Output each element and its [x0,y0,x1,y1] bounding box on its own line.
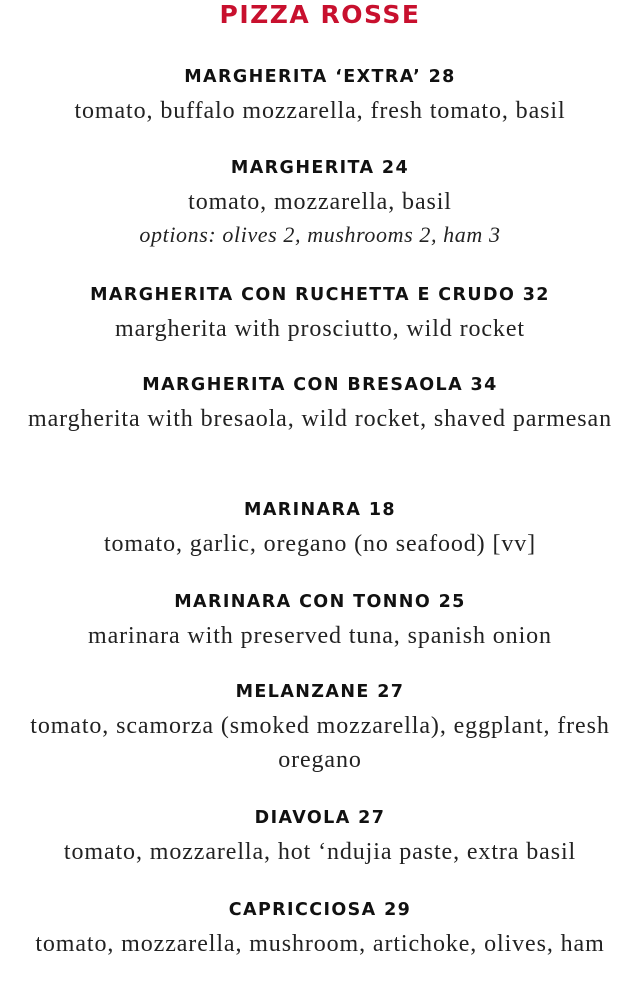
menu-item-name: MARGHERITA CON BRESAOLA 34 [142,375,498,395]
menu-item-margherita-extra [0,65,640,128]
menu-item-description: margherita with prosciutto, wild rocket [115,316,525,342]
menu-item-description: tomato, mozzarella, mushroom, artichoke, olives, ham [35,931,605,957]
menu-item-description: margherita with bresaola, wild rocket, shaved parmesan [28,406,612,432]
menu-item-description: tomato, scamorza (smoked mozzarella), eggplant, fresh oregano [30,713,610,773]
menu-item-name: DIAVOLA 27 [254,808,386,828]
menu-item-melanzane [0,680,640,777]
menu-item-marinara-tonno [0,590,640,653]
menu-item-margherita-bresaola [0,373,640,436]
menu-item-marinara [0,498,640,561]
menu-item-description: tomato, mozzarella, hot ‘ndujia paste, extra basil [63,839,577,865]
menu-item-name: MARGHERITA 24 [230,158,410,178]
menu-item-name: MARINARA 18 [244,500,396,520]
menu-item-name: MARGHERITA ‘EXTRA’ 28 [184,67,456,87]
section-title: PIZZA ROSSE [219,0,421,29]
menu-item-name: MARINARA CON TONNO 25 [174,592,466,612]
menu-item-description: tomato, mozzarella, basil [188,189,452,215]
menu-item-name: MARGHERITA CON RUCHETTA E CRUDO 32 [90,285,550,305]
menu-item-name: CAPRICCIOSA 29 [228,900,412,920]
menu-item-margherita [0,156,640,251]
menu-item-margherita-ruchetta-crudo [0,283,640,346]
menu-item-description: tomato, buffalo mozzarella, fresh tomato, basil [74,98,566,124]
menu-item-diavola [0,806,640,869]
menu-item-capricciosa [0,898,640,961]
menu-item-name: MELANZANE 27 [235,682,405,702]
menu-item-options: options: olives 2, mushrooms 2, ham 3 [139,222,501,247]
menu-item-description: tomato, garlic, oregano (no seafood) [vv] [103,531,537,557]
menu-item-description: marinara with preserved tuna, spanish onion [88,623,552,649]
